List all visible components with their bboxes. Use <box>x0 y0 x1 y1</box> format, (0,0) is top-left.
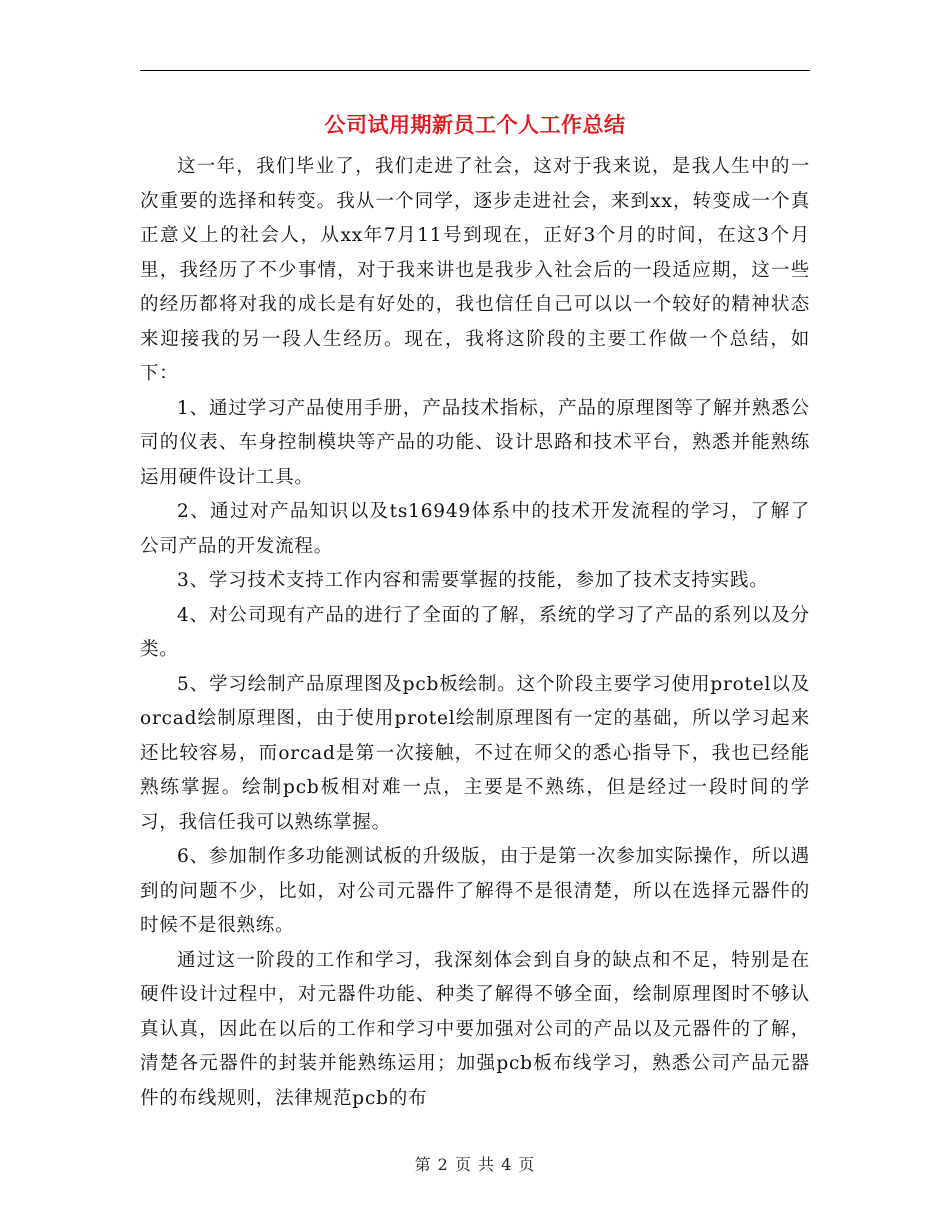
document-title: 公司试用期新员工个人工作总结 <box>324 112 626 137</box>
paragraph-item-1: 1、通过学习产品使用手册，产品技术指标，产品的原理图等了解并熟悉公司的仪表、车身控制模块等产品的功能、设计思路和技术平台，熟悉并能熟练运用硬件设计工具。 <box>140 397 810 488</box>
paragraph-intro: 这一年，我们毕业了，我们走进了社会，这对于我来说，是我人生中的一次重要的选择和转变。我从一个同学，逐步走进社会，来到xx，转变成一个真正意义上的社会人，从xx年7月11号到现在，正好3个月的时间，在这3个月里，我经历了不少事情，对于我来讲也是我步入社会后的一段适应期，这一些的经历都将对我的成长是有好处的，我也信任自己可以以一个较好的精神状态来迎接我的另一段人生经历。现在，我将这阶段的主要工作做一个总结，如下： <box>140 156 810 384</box>
paragraph-item-6: 6、参加制作多功能测试板的升级版，由于是第一次参加实际操作，所以遇到的问题不少，比如，对公司元器件了解得不是很清楚，所以在选择元器件的时候不是很熟练。 <box>140 846 810 936</box>
paragraph-item-4: 4、对公司现有产品的进行了全面的了解，系统的学习了产品的系列以及分类。 <box>140 604 810 660</box>
header-rule <box>140 70 810 71</box>
paragraph-item-3: 3、学习技术支持工作内容和需要掌握的技能，参加了技术支持实践。 <box>177 570 769 591</box>
page-number: 第 2 页 共 4 页 <box>414 1155 536 1174</box>
paragraph-reflection: 通过这一阶段的工作和学习，我深刻体会到自身的缺点和不足，特别是在硬件设计过程中，对元器件功能、种类了解得不够全面，绘制原理图时不够认真认真，因此在以后的工作和学习中要加强对公司的产品以及元器件的了解，清楚各元器件的封装并能熟练运用；加强pcb板布线学习，熟悉公司产品元器件的布线规则，法律规范pcb的布 <box>140 949 810 1109</box>
paragraph-item-2: 2、通过对产品知识以及ts16949体系中的技术开发流程的学习，了解了公司产品的开发流程。 <box>140 501 810 557</box>
document-body <box>140 150 810 1116</box>
paragraph-item-5: 5、学习绘制产品原理图及pcb板绘制。这个阶段主要学习使用protel以及orcad绘制原理图，由于使用protel绘制原理图有一定的基础，所以学习起来还比较容易，而orcad是第一次接触，不过在师父的悉心指导下，我也已经能熟练掌握。绘制pcb板相对难一点，主要是不熟练，但是经过一段时间的学习，我信任我可以熟练掌握。 <box>140 673 810 833</box>
